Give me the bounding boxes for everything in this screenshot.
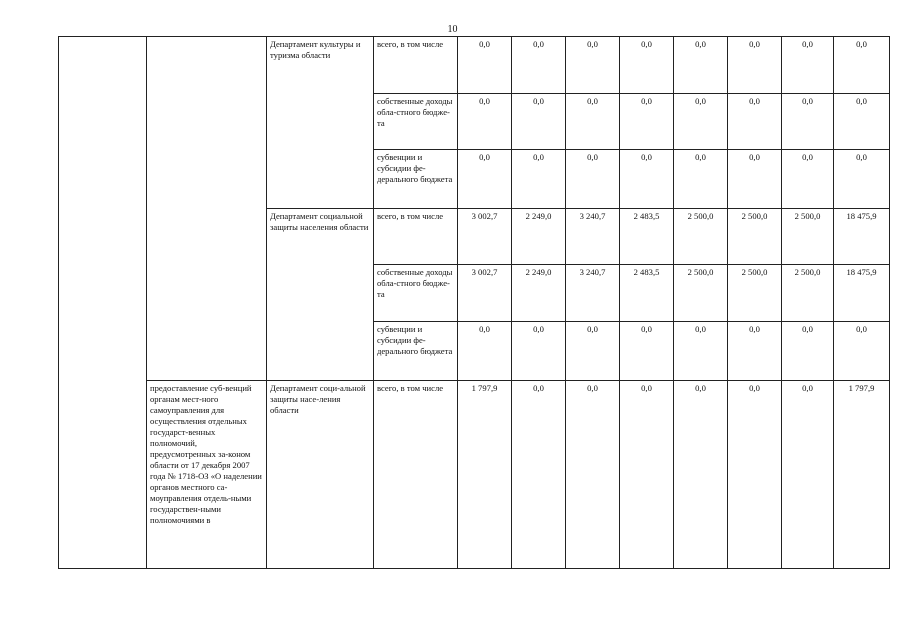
value-cell: 2 500,0 <box>674 209 728 265</box>
value-cell: 2 500,0 <box>674 265 728 322</box>
department-cell: Департамент социальной защиты населения области <box>267 209 374 381</box>
value-cell: 0,0 <box>674 381 728 569</box>
value-cell: 0,0 <box>512 150 566 209</box>
budget-table <box>58 36 890 569</box>
value-cell: 0,0 <box>674 150 728 209</box>
value-cell: 0,0 <box>620 94 674 150</box>
value-cell: 0,0 <box>566 322 620 381</box>
value-cell: 0,0 <box>512 37 566 94</box>
value-cell: 2 483,5 <box>620 265 674 322</box>
value-cell: 2 249,0 <box>512 265 566 322</box>
total-cell: 0,0 <box>834 322 890 381</box>
value-cell: 0,0 <box>458 322 512 381</box>
value-cell: 0,0 <box>620 381 674 569</box>
value-cell: 1 797,9 <box>458 381 512 569</box>
funding-source-cell: всего, в том числе <box>374 209 458 265</box>
total-cell: 18 475,9 <box>834 265 890 322</box>
value-cell: 0,0 <box>512 322 566 381</box>
value-cell: 0,0 <box>728 150 782 209</box>
total-cell: 0,0 <box>834 37 890 94</box>
funding-source-cell: всего, в том числе <box>374 381 458 569</box>
value-cell: 0,0 <box>620 150 674 209</box>
value-cell: 0,0 <box>512 94 566 150</box>
value-cell: 0,0 <box>566 94 620 150</box>
activity-cell: предоставление суб-венций органам мест-ного самоуправления для осуществления отдельных государст-венных полномочий, предусмотренных за-коном области от 17 декабря 2007 года № 1718-ОЗ «О наделении органов местного са-моуправления отдель-ными государствен-ными полномочиями в <box>147 381 267 569</box>
funding-source-cell: субвенции и субсидии фе-дерального бюджета <box>374 322 458 381</box>
value-cell: 0,0 <box>674 37 728 94</box>
value-cell: 2 500,0 <box>728 265 782 322</box>
table-row <box>59 381 890 569</box>
value-cell: 0,0 <box>782 150 834 209</box>
value-cell: 2 483,5 <box>620 209 674 265</box>
total-cell: 1 797,9 <box>834 381 890 569</box>
value-cell: 0,0 <box>620 37 674 94</box>
value-cell: 0,0 <box>782 381 834 569</box>
empty-cell <box>59 37 147 381</box>
total-cell: 0,0 <box>834 94 890 150</box>
value-cell: 0,0 <box>458 150 512 209</box>
value-cell: 3 240,7 <box>566 209 620 265</box>
department-cell: Департамент соци-альной защиты насе-ления области <box>267 381 374 569</box>
value-cell: 0,0 <box>728 322 782 381</box>
value-cell: 0,0 <box>566 381 620 569</box>
value-cell: 0,0 <box>782 37 834 94</box>
empty-cell <box>147 37 267 381</box>
value-cell: 0,0 <box>566 150 620 209</box>
department-cell: Департамент культуры и туризма области <box>267 37 374 209</box>
value-cell: 0,0 <box>782 94 834 150</box>
value-cell: 3 240,7 <box>566 265 620 322</box>
value-cell: 2 500,0 <box>782 209 834 265</box>
page-number: 10 <box>447 24 458 35</box>
total-cell: 0,0 <box>834 150 890 209</box>
value-cell: 2 500,0 <box>728 209 782 265</box>
value-cell: 0,0 <box>512 381 566 569</box>
total-cell: 18 475,9 <box>834 209 890 265</box>
value-cell: 0,0 <box>674 322 728 381</box>
funding-source-cell: собственные доходы обла-стного бюдже-та <box>374 94 458 150</box>
funding-source-cell: субвенции и субсидии фе-дерального бюджета <box>374 150 458 209</box>
value-cell: 0,0 <box>458 94 512 150</box>
empty-cell <box>59 381 147 569</box>
table-row <box>59 37 890 94</box>
value-cell: 0,0 <box>782 322 834 381</box>
value-cell: 0,0 <box>620 322 674 381</box>
value-cell: 0,0 <box>728 381 782 569</box>
value-cell: 0,0 <box>458 37 512 94</box>
value-cell: 3 002,7 <box>458 265 512 322</box>
value-cell: 0,0 <box>566 37 620 94</box>
value-cell: 3 002,7 <box>458 209 512 265</box>
value-cell: 2 249,0 <box>512 209 566 265</box>
funding-source-cell: всего, в том числе <box>374 37 458 94</box>
value-cell: 2 500,0 <box>782 265 834 322</box>
value-cell: 0,0 <box>728 94 782 150</box>
value-cell: 0,0 <box>674 94 728 150</box>
value-cell: 0,0 <box>728 37 782 94</box>
funding-source-cell: собственные доходы обла-стного бюдже-та <box>374 265 458 322</box>
